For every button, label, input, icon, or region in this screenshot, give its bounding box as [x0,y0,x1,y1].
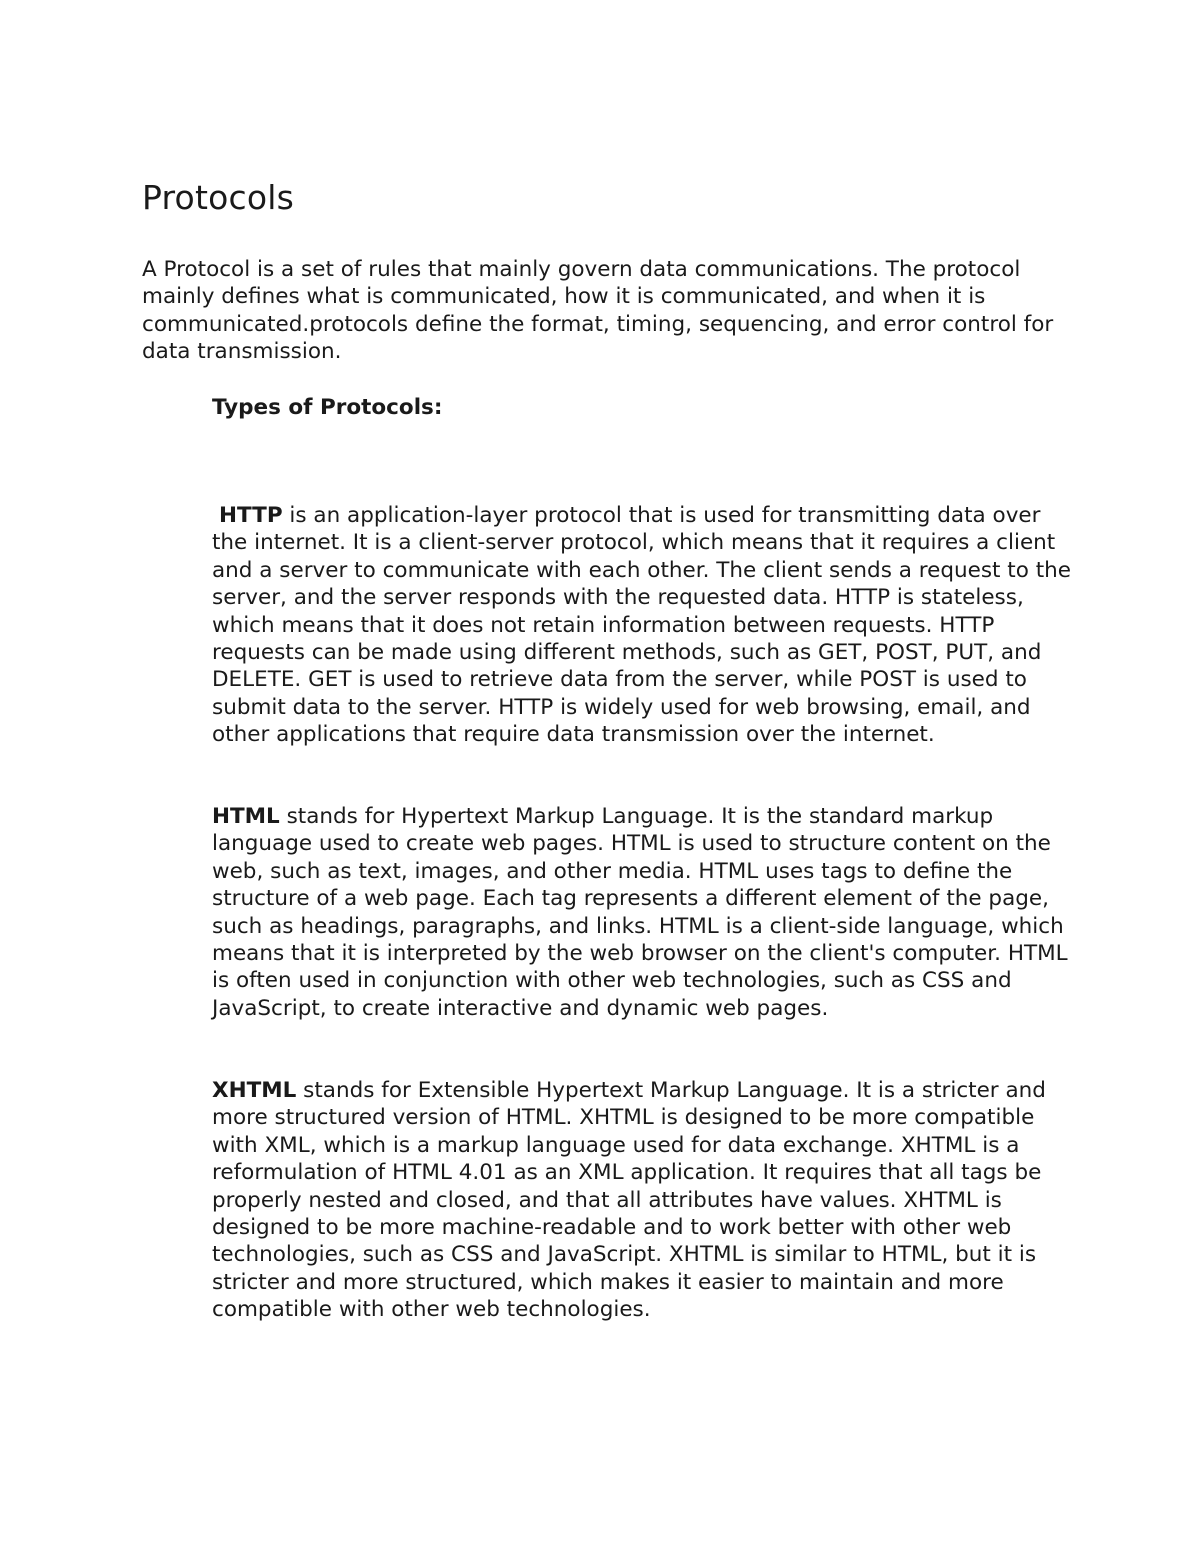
xhtml-description: stands for Extensible Hypertext Markup Language. It is a stricter and more structured version of HTML. XHTML is designed to be more compatible with XML, which is a markup language used for data exchange. XHTML is a reformulation of HTML 4.01 as an XML application. It requires that all tags be properly nested and closed, and that all attributes have values. XHTML is designed to be more machine-readable and to work better with other web technologies, such as CSS and JavaScript. XHTML is similar to HTML, but it is stricter and more structured, which makes it easier to maintain and more compatible with other web technologies. [212,1078,1046,1323]
html-term: HTML [212,804,280,829]
http-term: HTTP [219,503,283,528]
html-description: stands for Hypertext Markup Language. It is the standard markup language used to create web pages. HTML is used to structure content on the web, such as text, images, and other media. HTML uses tags to define the structure of a web page. Each tag represents a different element of the page, such as headings, paragraphs, and links. HTML is a client-side language, which means that it is interpreted by the web browser on the client's computer. HTML is often used in conjunction with other web technologies, such as CSS and JavaScript, to create interactive and dynamic web pages. [212,804,1068,1021]
xhtml-entry [212,1077,1077,1324]
page-title: Protocols [142,178,294,217]
http-description: is an application-layer protocol that is used for transmitting data over the internet. It is a client-server protocol, which means that it requires a client and a server to communicate with each other. The client sends a request to the server, and the server responds with the requested data. HTTP is stateless, which means that it does not retain information between requests. HTTP requests can be made using different methods, such as GET, POST, PUT, and DELETE. GET is used to retrieve data from the server, while POST is used to submit data to the server. HTTP is widely used for web browsing, email, and other applications that require data transmission over the internet. [212,503,1072,748]
html-entry [212,803,1077,1022]
xhtml-term: XHTML [212,1078,297,1103]
http-entry [212,502,1077,749]
intro-paragraph: A Protocol is a set of rules that mainly govern data communications. The protocol mainly defines what is communicated, how it is communicated, and when it is communicated.protocols define the format, timing, sequencing, and error control for data transmission. [142,257,1054,365]
types-heading: Types of Protocols: [212,395,443,420]
